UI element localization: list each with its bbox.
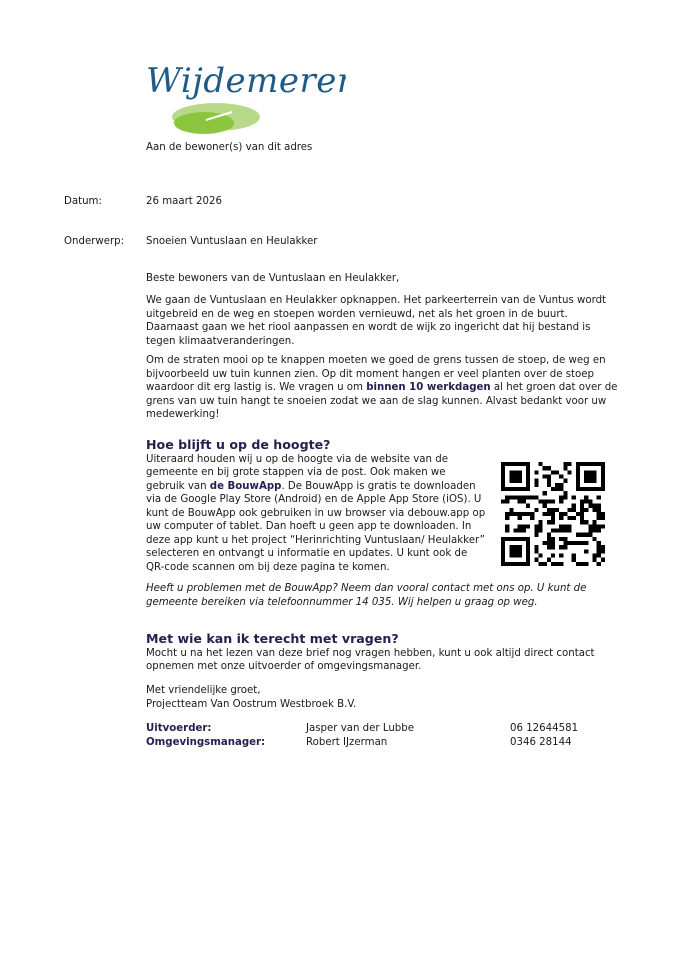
updates-paragraph <box>146 453 486 575</box>
contact-phone: 0346 28144 <box>510 737 572 748</box>
contact-paragraph: Mocht u na het lezen van deze brief nog vragen hebben, kunt u ook altijd direct contact opnemen met onze uitvoerder of omgevingsmanager. <box>146 647 595 672</box>
closing-greeting: Met vriendelijke groet, <box>146 685 261 696</box>
contact-name: Jasper van der Lubbe <box>306 723 414 734</box>
updates-text-2: . De BouwApp is gratis te downloaden via de Google Play Store (Android) en de Apple App Store (iOS). U kunt de BouwApp ook gebruiken in uw browser via debouw.app op uw computer of tablet. Dan hoeft u geen app te downloaden. In deze app kunt u het project “Herinrichting Vuntuslaan/ Heulakker” selecteren en ontvangt u informatie en updates. U kunt ook de QR-code scannen om bij deze pagina te komen. <box>146 480 486 573</box>
subject-label: Onderwerp: <box>64 236 125 247</box>
contact-row <box>146 737 606 751</box>
section-updates-heading: Hoe blijft u op de hoogte? <box>146 437 331 452</box>
paragraph-intro: We gaan de Vuntuslaan en Heulakker opknappen. Het parkeerterrein van de Vuntus wordt uitgebreid en de weg en stoepen worden vernieuwd, net als het groen in de buurt. Daarnaast gaan we het riool aanpassen en wordt de wijk zo ingericht dat hij bestand is tegen klimaatveranderingen. <box>146 295 607 347</box>
bouwapp-emphasis: de BouwApp <box>209 480 282 492</box>
wijdemeren-logo <box>146 62 346 140</box>
date-label: Datum: <box>64 196 102 207</box>
section-contact-heading: Met wie kan ik terecht met vragen? <box>146 631 399 646</box>
deadline-emphasis: binnen 10 werkdagen <box>366 382 491 393</box>
letter-body <box>146 294 618 428</box>
qr-code-icon <box>501 462 605 566</box>
contact-name: Robert IJzerman <box>306 737 388 748</box>
logo-text: Wijdemeren <box>146 62 346 101</box>
subject-value: Snoeien Vuntuslaan en Heulakker <box>146 236 318 247</box>
contact-phone: 06 12644581 <box>510 723 579 734</box>
addressee: Aan de bewoner(s) van dit adres <box>146 142 313 153</box>
contact-role: Uitvoerder: <box>146 723 212 734</box>
salutation: Beste bewoners van de Vuntuslaan en Heulakker, <box>146 273 400 284</box>
date-value: 26 maart 2026 <box>146 196 222 207</box>
updates-text-1: Uiteraard houden wij u op de hoogte via de website van de gemeente en bij grote stappen via de post. Ook maken we gebruik van <box>146 453 448 492</box>
contacts-table <box>146 723 606 751</box>
closing-signature: Projectteam Van Oostrum Westbroek B.V. <box>146 698 357 710</box>
paragraph-request <box>146 354 618 422</box>
support-note: Heeft u problemen met de BouwApp? Neem dan vooral contact met ons op. U kunt de gemeente bereiken via telefoonnummer 14 035. Wij helpen u graag op weg. <box>146 583 587 608</box>
contact-row <box>146 723 606 737</box>
closing <box>146 684 618 711</box>
contact-role: Omgevingsmanager: <box>146 737 266 748</box>
request-text-1: Om de straten mooi op te knappen moeten we goed de grens tussen de stoep, de weg en bijvoorbeeld uw tuin kunnen zien. Op dit moment hangen er veel planten over de stoep waardoor dit erg lastig is. We vragen u om <box>146 355 606 393</box>
request-text-2: al het groen dat over de grens van uw tuin hangt te snoeien zodat we aan de slag kunnen. Alvast bedankt voor uw medewerking! <box>146 382 618 420</box>
section-contact <box>146 632 618 680</box>
